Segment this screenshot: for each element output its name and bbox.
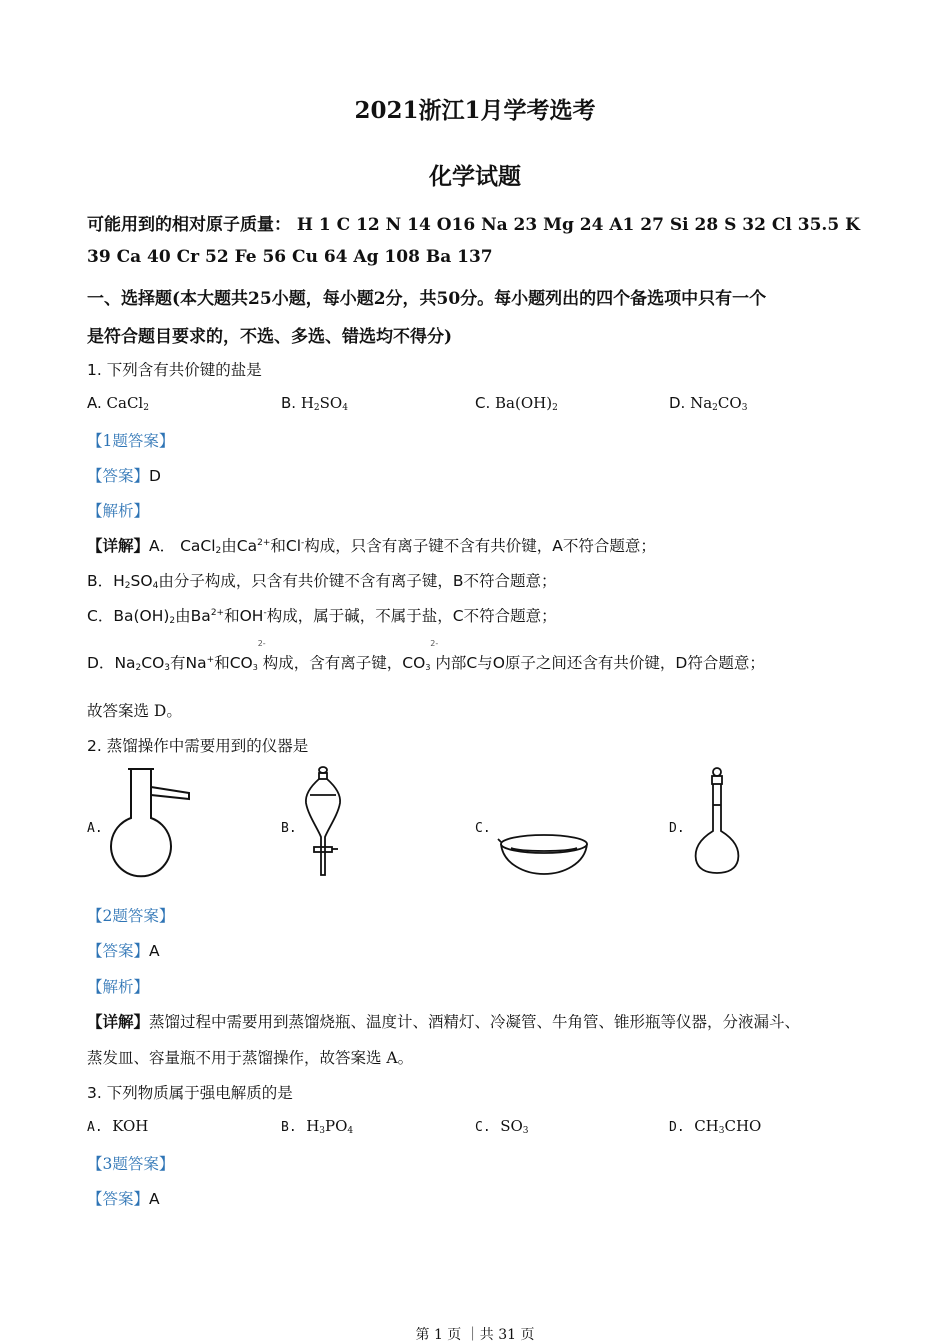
question-3-answer: 【答案】A [87,1190,160,1208]
question-3-answer-header: 【3题答案】 [87,1155,175,1173]
question-3-option-c: C. $SO_3$ [475,1117,529,1136]
question-2-detail-line-2: 蒸发皿、容量瓶不用于蒸馏操作，故答案选 A。 [87,1049,414,1067]
question-1-option-d: D. $Na_2CO_3$ [669,394,748,413]
atomic-masses-line-1: 可能用到的相对原子质量： H 1 C 12 N 14 O16 Na 23 Mg 24 A1 27 Si 28 S 32 Cl 35.5 K [87,215,860,235]
separatory-funnel-icon [300,765,350,880]
page-footer: 第 1 页 ｜共 31 页 [415,1327,535,1343]
section-heading-line-2: 是符合题目要求的，不选、多选、错选均不得分) [87,327,453,347]
volumetric-flask-icon [690,765,745,880]
question-1-answer-header: 【1题答案】 [87,432,175,450]
question-1-detail-b: B．$H_2SO_4$由分子构成，只含有共价键不含有离子键，B不符合题意； [87,572,557,591]
page-title: 2021浙江1月学考选考 [354,97,596,124]
question-2-label-b: B. [281,821,297,836]
question-1-option-a: A. CaCl$_2$ [87,394,149,413]
question-1-answer: 【答案】D [87,467,161,485]
question-1-detail-c: C．$Ba(OH)_2$由$Ba^{2+}$和OH-构成，属于碱，不属于盐，C不符合题意； [87,607,557,626]
question-2-answer-header: 【2题答案】 [87,907,175,925]
evaporating-dish-icon [497,830,592,880]
question-2-stem: 2. 蒸馏操作中需要用到的仪器是 [87,737,309,755]
question-2-label-a: A. [87,821,103,836]
section-heading-line-1: 一、选择题(本大题共25小题，每小题2分，共50分。每小题列出的四个备选项中只有一个 [87,289,767,309]
question-3-option-d: D. $CH_3CHO$ [669,1117,762,1136]
question-1-analysis-tag: 【解析】 [87,502,150,520]
question-2-detail-line-1: 【详解】蒸馏过程中需要用到蒸馏烧瓶、温度计、酒精灯、冷凝管、牛角管、锥形瓶等仪器，分液漏斗、 [87,1012,801,1031]
distillation-flask-icon [105,765,195,880]
question-2-label-c: C. [475,821,491,836]
question-1-option-c: C. $Ba(OH)_2$ [475,394,558,413]
atomic-masses-line-2: 39 Ca 40 Cr 52 Fe 56 Cu 64 Ag 108 Ba 137 [87,247,493,267]
question-1-conclusion: 故答案选 D。 [87,702,182,720]
page-subtitle: 化学试题 [429,163,521,190]
question-3-stem: 3. 下列物质属于强电解质的是 [87,1084,293,1102]
question-1-detail-a: 【详解】A． CaCl$_2$由$Ca^{2+}$和Cl-构成，只含有离子键不含有共价键，A不符合题意； [87,536,656,556]
question-1-detail-d: D．$Na_2CO_3$有Na+和$CO_3$ 2- 构成，含有离子键，$CO_3$ 2- 内部C与O原子之间还含有共价键，D符合题意； [87,639,765,673]
question-3-option-b: B. $H_3PO_4$ [281,1117,354,1136]
question-2-analysis-tag: 【解析】 [87,978,150,996]
question-3-option-a: A. KOH [87,1117,149,1135]
question-1-option-b: B. $H_2SO_4$ [281,394,348,413]
question-1-stem: 1. 下列含有共价键的盐是 [87,361,262,379]
question-2-label-d: D. [669,821,685,836]
question-2-answer: 【答案】A [87,942,160,960]
